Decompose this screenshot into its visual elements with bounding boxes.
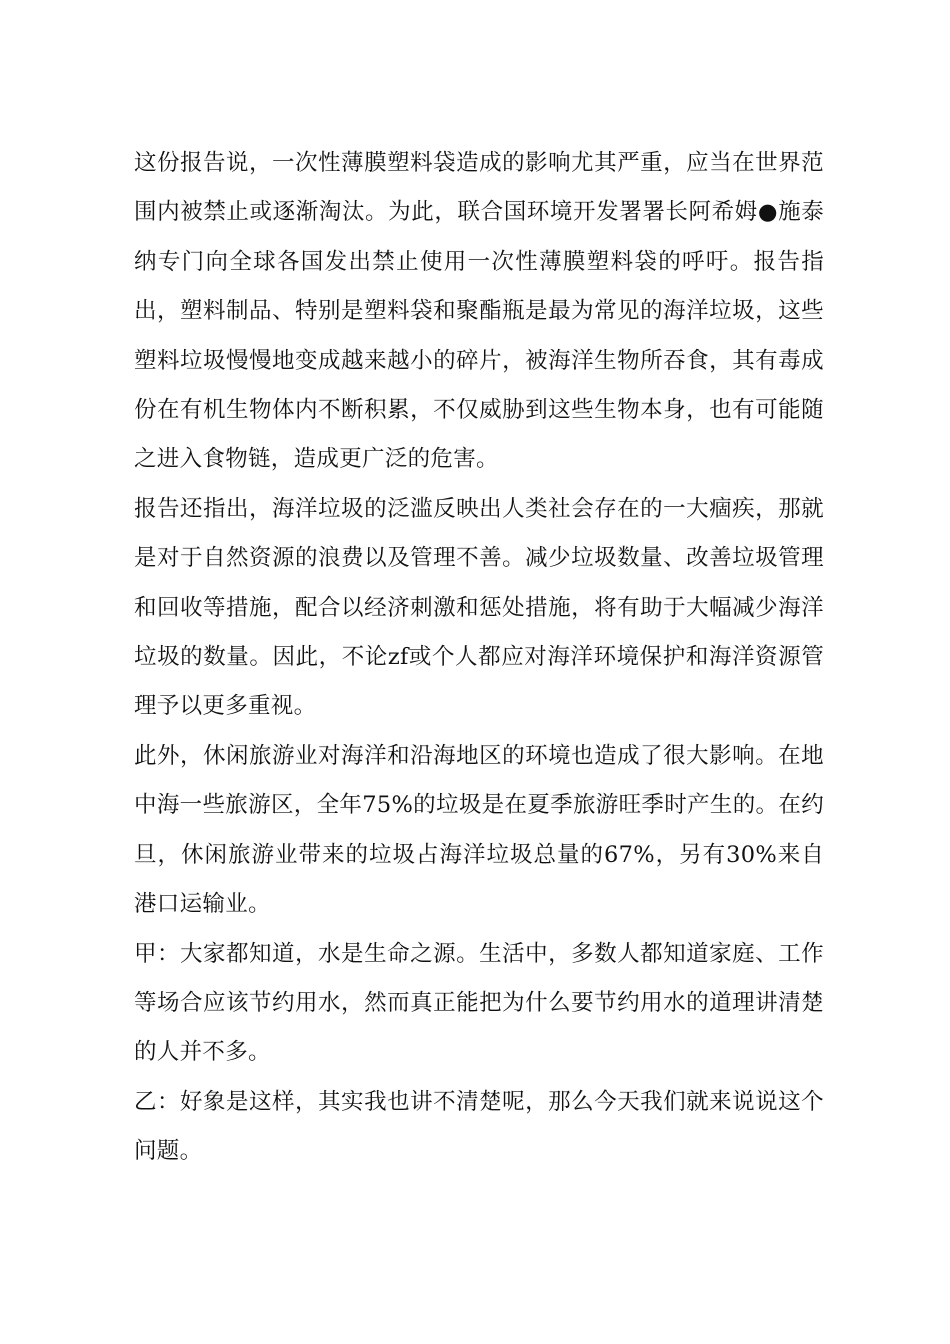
document-body <box>134 139 824 1177</box>
paragraph-dialogue-jia: 甲：大家都知道，水是生命之源。生活中，多数人都知道家庭、工作等场合应该节约用水，然而真正能把为什么要节约用水的道理讲清楚的人并不多。 <box>134 940 824 1066</box>
paragraph-report-plastic-bags: 这份报告说，一次性薄膜塑料袋造成的影响尤其严重，应当在世界范围内被禁止或逐渐淘汰。为此，联合国环境开发署署长阿希姆●施泰纳专门向全球各国发出禁止使用一次性薄膜塑料袋的呼吁。报告指出，塑料制品、特别是塑料袋和聚酯瓶是最为常见的海洋垃圾，这些塑料垃圾慢慢地变成越来越小的碎片，被海洋生物所吞食，其有毒成份在有机生物体内不断积累，不仅威胁到这些生物本身，也有可能随之进入食物链，造成更广泛的危害。 <box>134 150 824 473</box>
paragraph-dialogue-yi: 乙：好象是这样，其实我也讲不清楚呢，那么今天我们就来说说这个问题。 <box>134 1088 824 1165</box>
paragraph-tourism-impact: 此外，休闲旅游业对海洋和沿海地区的环境也造成了很大影响。在地中海一些旅游区，全年75%的垃圾是在夏季旅游旺季时产生的。在约旦，休闲旅游业带来的垃圾占海洋垃圾总量的67%，另有30%来自港口运输业。 <box>134 742 824 918</box>
paragraph-report-waste-management: 报告还指出，海洋垃圾的泛滥反映出人类社会存在的一大痼疾，那就是对于自然资源的浪费以及管理不善。减少垃圾数量、改善垃圾管理和回收等措施，配合以经济刺激和惩处措施，将有助于大幅减少海洋垃圾的数量。因此，不论zf或个人都应对海洋环境保护和海洋资源管理予以更多重视。 <box>134 495 824 720</box>
